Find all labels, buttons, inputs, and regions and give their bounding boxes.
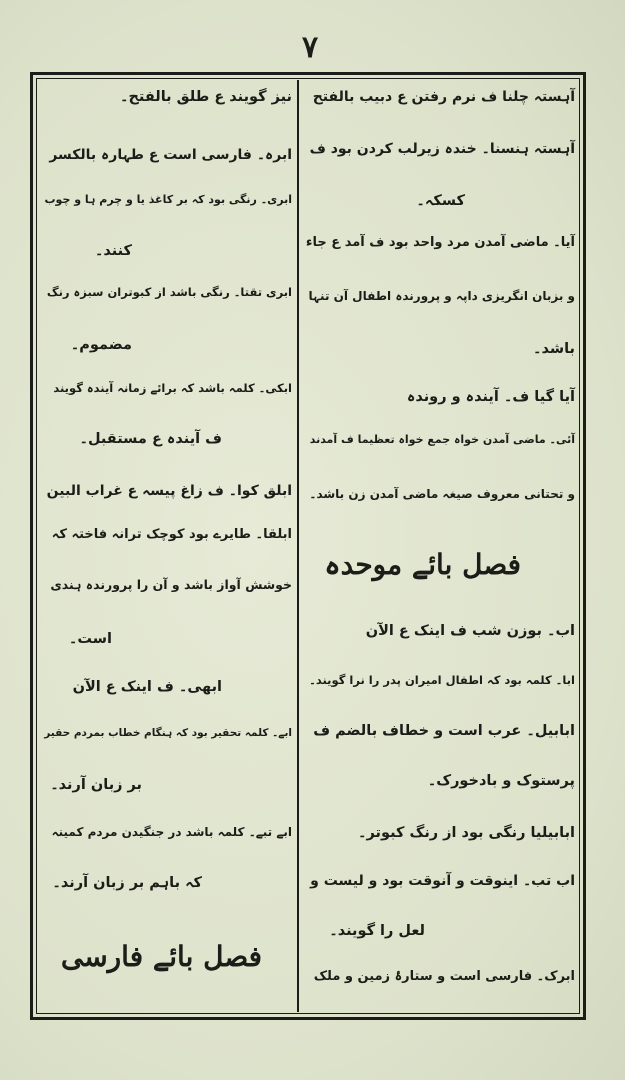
entry-line: ابابیل۔ عرب است و خطاف بالضم ف (313, 723, 575, 739)
entry-line: ابری۔ رنگی بود کہ بر کاغذ یا و چرم ہا و چوب (44, 193, 292, 206)
entry-line: ابلقا۔ طایرے بود کوچک ترانہ فاختہ کہ (51, 527, 292, 542)
entry-line: خوشش آواز باشد و آن را پرورندہ ہندی (50, 577, 292, 592)
entry-line: و تحتانی معروف صیغہ ماضی آمدن زن باشد۔ (309, 487, 575, 501)
page-number: ۷ (301, 30, 319, 65)
entry-line: ابھی۔ ف اینک ع الآن (72, 679, 222, 695)
section-heading-bay-muwahhada: فصل بائے موحدہ (324, 548, 521, 581)
entry-line: اب۔ بوزن شب ف اینک ع الآن (365, 623, 575, 639)
entry-line: باشد۔ (532, 341, 575, 357)
entry-line: ابرہ۔ فارسی است ع طہارہ بالکسر (49, 147, 292, 163)
entry-line: ابے تبے۔ کلمہ باشد در جنگیدن مردم کمینہ (51, 825, 292, 839)
entry-line: ابا۔ کلمہ بود کہ اطفال امیران پدر را نرا گویند۔ (309, 673, 575, 687)
entry-line: کسکہ۔ (416, 193, 465, 209)
entry-line: پرستوک و بادخورک۔ (427, 773, 575, 789)
entry-line: ابکی۔ کلمہ باشد کہ برائے زمانہ آیندہ گویند (53, 381, 292, 395)
entry-line: آئی۔ ماضی آمدن خواہ جمع خواہ تعظیما ف آمدند (309, 433, 575, 446)
entry-line: آیا۔ ماضی آمدن مرد واحد بود ف آمد ع جاء (305, 235, 575, 250)
entry-line: آہستہ ہنسنا۔ خندہ زیرلب کردن بود ف (309, 141, 575, 157)
entry-line: و بزبان انگریزی داپہ و پرورندہ اطفال آن تنہا (308, 289, 575, 303)
entry-line: اب تب۔ اینوقت و آنوقت بود و لیست و (310, 873, 575, 889)
entry-line: ابے۔ کلمہ تحقیر بود کہ ہنگام خطاب بمردم حقیر (44, 727, 292, 739)
entry-line: کنند۔ (94, 243, 132, 259)
entry-line: ابرک۔ فارسی است و ستارۂ زمین و ملک (313, 969, 575, 984)
column-divider (297, 80, 299, 1012)
entry-line: لعل را گویند۔ (329, 923, 425, 939)
entry-line: مضموم۔ (70, 337, 132, 353)
entry-line: ف آیندہ ع مستقبل۔ (79, 431, 222, 447)
entry-line: ابابیلیا رنگی بود از رنگ کبوتر۔ (358, 825, 575, 841)
entry-line: ابلق کوا۔ ف زاغ پیسہ ع غراب البین (46, 483, 292, 499)
entry-line: آیا گیا ف۔ آیندہ و روندہ (406, 389, 575, 405)
entry-line: است۔ (68, 631, 112, 647)
entry-line: بر زبان آرند۔ (50, 777, 142, 793)
entry-line: نیز گویند ع طلق بالفتح۔ (119, 89, 292, 105)
entry-line: آہستہ چلنا ف نرم رفتن ع دبیب بالفتح (312, 89, 575, 105)
entry-line: ابری تقتا۔ رنگی باشد از کبوتران سبزہ رنگ (46, 285, 292, 299)
section-heading-bay-farsi: فصل بائے فارسی (60, 940, 262, 973)
entry-line: کہ باہم بر زبان آرند۔ (52, 875, 202, 891)
